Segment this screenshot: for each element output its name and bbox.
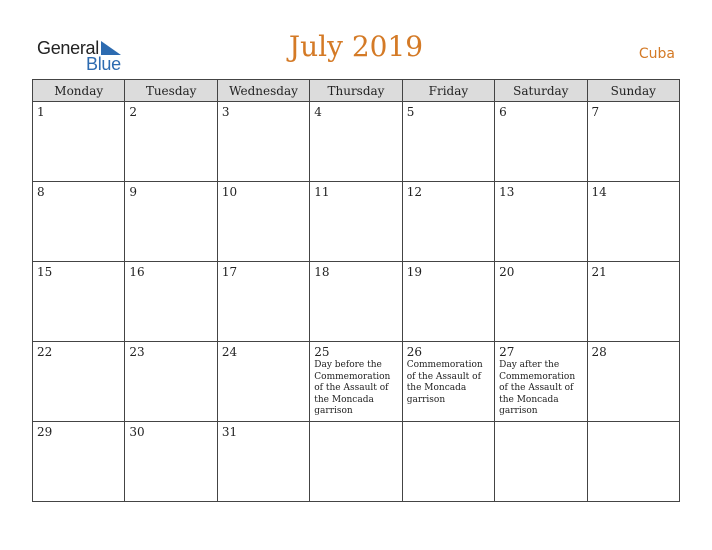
- week-row: [33, 262, 680, 342]
- holiday-event: Day before the Commemoration of the Assault of the Moncada garrison: [314, 360, 391, 416]
- day-cell: [587, 422, 679, 502]
- day-cell: [495, 182, 587, 262]
- day-number: 21: [591, 265, 607, 279]
- weekday-header: Wednesday: [217, 80, 309, 102]
- weekday-header: Thursday: [310, 80, 402, 102]
- weekday-header: Sunday: [587, 80, 679, 102]
- day-cell: [125, 422, 217, 502]
- week-row: [33, 182, 680, 262]
- day-cell: [33, 182, 125, 262]
- weekday-header: Saturday: [495, 80, 587, 102]
- day-cell: [495, 102, 587, 182]
- weekday-header: Monday: [33, 80, 125, 102]
- day-number: 11: [314, 185, 330, 199]
- day-number: 10: [221, 185, 238, 199]
- day-cell: [33, 342, 125, 422]
- day-number: 17: [221, 265, 238, 279]
- day-cell: [217, 262, 309, 342]
- day-number: 14: [591, 185, 607, 199]
- day-cell: [495, 422, 587, 502]
- day-cell: [587, 102, 679, 182]
- day-number: 31: [221, 425, 238, 439]
- weekday-header: Friday: [402, 80, 494, 102]
- day-number: 20: [499, 265, 515, 279]
- day-number: 23: [129, 345, 145, 359]
- day-cell: [310, 262, 402, 342]
- weekday-header: Tuesday: [125, 80, 217, 102]
- day-number: 3: [221, 105, 230, 119]
- day-cell: [310, 342, 402, 422]
- week-row: [33, 422, 680, 502]
- logo-text-blue: Blue: [86, 54, 121, 74]
- page-title: July 2019: [288, 30, 424, 63]
- day-cell: [587, 182, 679, 262]
- day-number: 19: [406, 265, 422, 279]
- day-cell: [125, 342, 217, 422]
- day-number: 29: [37, 425, 53, 439]
- day-number: 4: [314, 105, 322, 119]
- day-cell: [310, 102, 402, 182]
- day-number: 26: [406, 345, 422, 359]
- day-number: 13: [499, 185, 515, 199]
- holiday-event: Day after the Commemoration of the Assault of the Moncada garrison: [499, 360, 576, 416]
- day-number: 27: [499, 345, 515, 359]
- week-row: [33, 342, 680, 422]
- country-label: Cuba: [638, 46, 675, 62]
- day-number: 18: [314, 265, 330, 279]
- day-cell: [587, 342, 679, 422]
- day-number: 2: [129, 105, 138, 119]
- weekday-header-row: [33, 80, 680, 102]
- day-cell: [217, 182, 309, 262]
- day-cell: [33, 102, 125, 182]
- day-cell: [310, 422, 402, 502]
- day-number: 25: [314, 345, 330, 359]
- calendar-grid: [32, 79, 680, 502]
- day-number: 9: [129, 185, 138, 199]
- day-cell: [217, 422, 309, 502]
- day-cell: [495, 342, 587, 422]
- day-number: 1: [37, 105, 45, 119]
- day-cell: [402, 422, 494, 502]
- day-cell: [402, 102, 494, 182]
- day-cell: [587, 262, 679, 342]
- day-cell: [33, 422, 125, 502]
- calendar-body: [33, 102, 680, 502]
- day-cell: [402, 342, 494, 422]
- day-cell: [495, 262, 587, 342]
- day-cell: [310, 182, 402, 262]
- day-number: 7: [591, 105, 600, 119]
- week-row: [33, 102, 680, 182]
- holiday-event: Commemoration of the Assault of the Moncada garrison: [406, 360, 483, 405]
- day-number: 28: [591, 345, 607, 359]
- day-number: 22: [37, 345, 53, 359]
- logo-text-general: General: [37, 38, 99, 58]
- day-cell: [125, 182, 217, 262]
- day-cell: [217, 102, 309, 182]
- day-number: 5: [406, 105, 415, 119]
- day-cell: [402, 182, 494, 262]
- day-number: 8: [37, 185, 45, 199]
- day-cell: [125, 102, 217, 182]
- day-cell: [402, 262, 494, 342]
- day-number: 16: [129, 265, 145, 279]
- day-cell: [33, 262, 125, 342]
- day-number: 15: [37, 265, 53, 279]
- day-number: 24: [221, 345, 238, 359]
- day-number: 30: [129, 425, 145, 439]
- day-cell: [217, 342, 309, 422]
- day-number: 6: [499, 105, 507, 119]
- day-cell: [125, 262, 217, 342]
- day-number: 12: [406, 185, 422, 199]
